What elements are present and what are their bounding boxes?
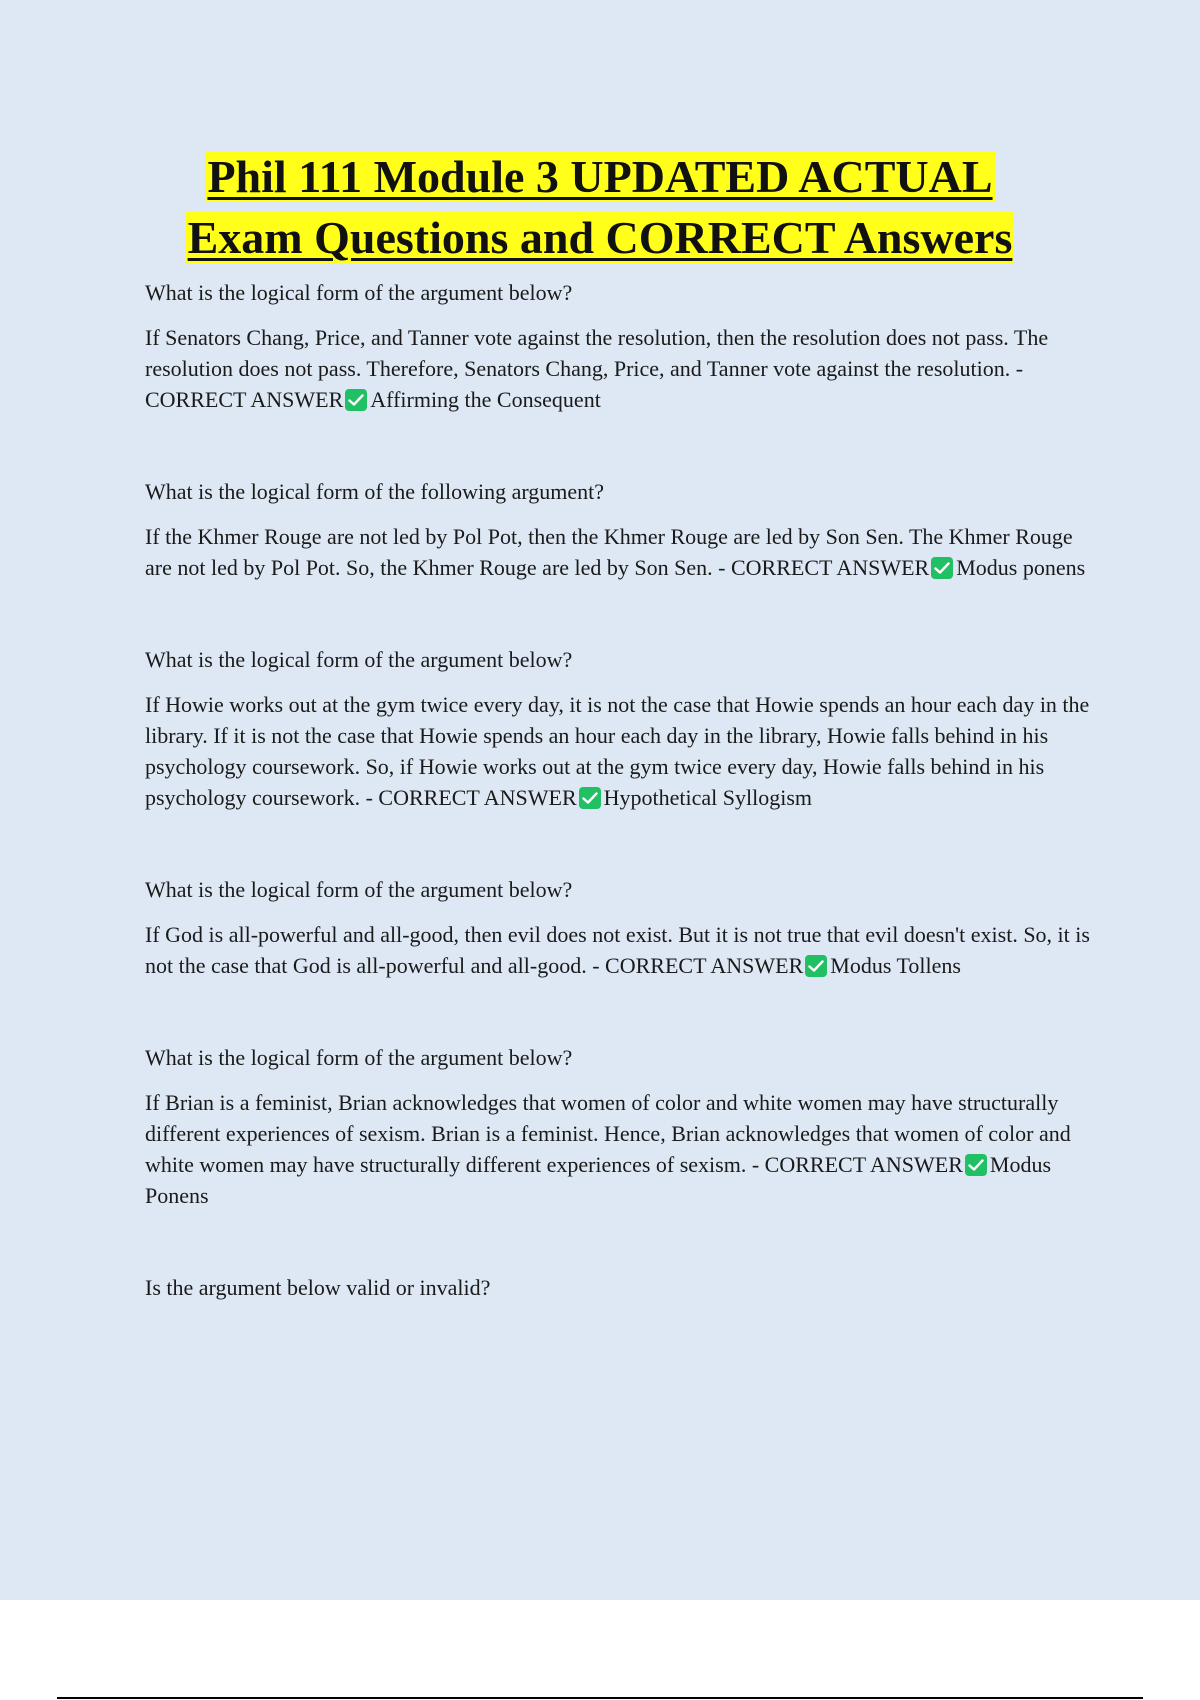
argument-body: If Brian is a feminist, Brian acknowledges that women of color and white women may have structurally different experiences of sexism. Brian is a feminist. Hence, Brian acknowledges that women of color and white women may have structurally different experiences of sexism. [145,1090,1071,1177]
answer-label: - CORRECT ANSWER [365,785,577,810]
check-box-icon [805,955,827,977]
check-box-icon [345,389,367,411]
qa-item [145,645,1090,813]
argument-body: If Senators Chang, Price, and Tanner vote against the resolution, then the resolution does not pass. The resolution does not pass. Therefore, Senators Chang, Price, and Tanner vote against the resolution. [145,325,1049,381]
check-box-icon [579,787,601,809]
question-text: What is the logical form of the argument below? [145,280,573,305]
qa-item [145,1273,1090,1303]
argument-body: If God is all-powerful and all-good, then evil does not exist. But it is not true that evil doesn't exist. So, it is not the case that God is all-powerful and all-good. [145,922,1090,978]
question-text: What is the logical form of the argument below? [145,877,573,902]
question-text: Is the argument below valid or invalid? [145,1275,491,1300]
answer-label: - CORRECT ANSWER [751,1152,963,1177]
document-title [0,146,1200,268]
check-box-icon [931,557,953,579]
argument-body: If Howie works out at the gym twice every day, it is not the case that Howie spends an hour each day in the library. If it is not the case that Howie spends an hour each day in the library, Howie falls behind in his psychology coursework. So, if Howie works out at the gym twice every day, Howie falls behind in his psychology coursework. [145,692,1090,810]
title-line-1: Phil 111 Module 3 UPDATED ACTUAL [207,151,993,202]
qa-content [145,278,1090,1317]
check-box-icon [965,1154,987,1176]
answer-value: Hypothetical Syllogism [603,785,813,810]
answer-value: Modus Tollens [830,953,961,978]
footer-divider [57,1697,1143,1699]
answer-value: Affirming the Consequent [370,387,601,412]
title-line-2: Exam Questions and CORRECT Answers [187,212,1013,263]
qa-item [145,278,1090,415]
qa-item [145,875,1090,981]
argument-text [145,919,1090,981]
question-text: What is the logical form of the argument below? [145,647,573,672]
answer-label: - CORRECT ANSWER [718,555,930,580]
question-text: What is the logical form of the following argument? [145,479,605,504]
argument-text [145,322,1090,415]
answer-label: - CORRECT ANSWER [145,356,1024,412]
argument-text [145,521,1090,583]
answer-value: Modus Ponens [145,1152,1052,1208]
answer-value: Modus ponens [956,555,1086,580]
argument-text [145,689,1090,813]
argument-text [145,1087,1090,1211]
question-text: What is the logical form of the argument below? [145,1045,573,1070]
argument-body: If the Khmer Rouge are not led by Pol Pot, then the Khmer Rouge are led by Son Sen. The Khmer Rouge are not led by Pol Pot. So, the Khmer Rouge are led by Son Sen. [145,524,1073,580]
answer-label: - CORRECT ANSWER [592,953,804,978]
qa-item [145,1043,1090,1211]
qa-item [145,477,1090,583]
